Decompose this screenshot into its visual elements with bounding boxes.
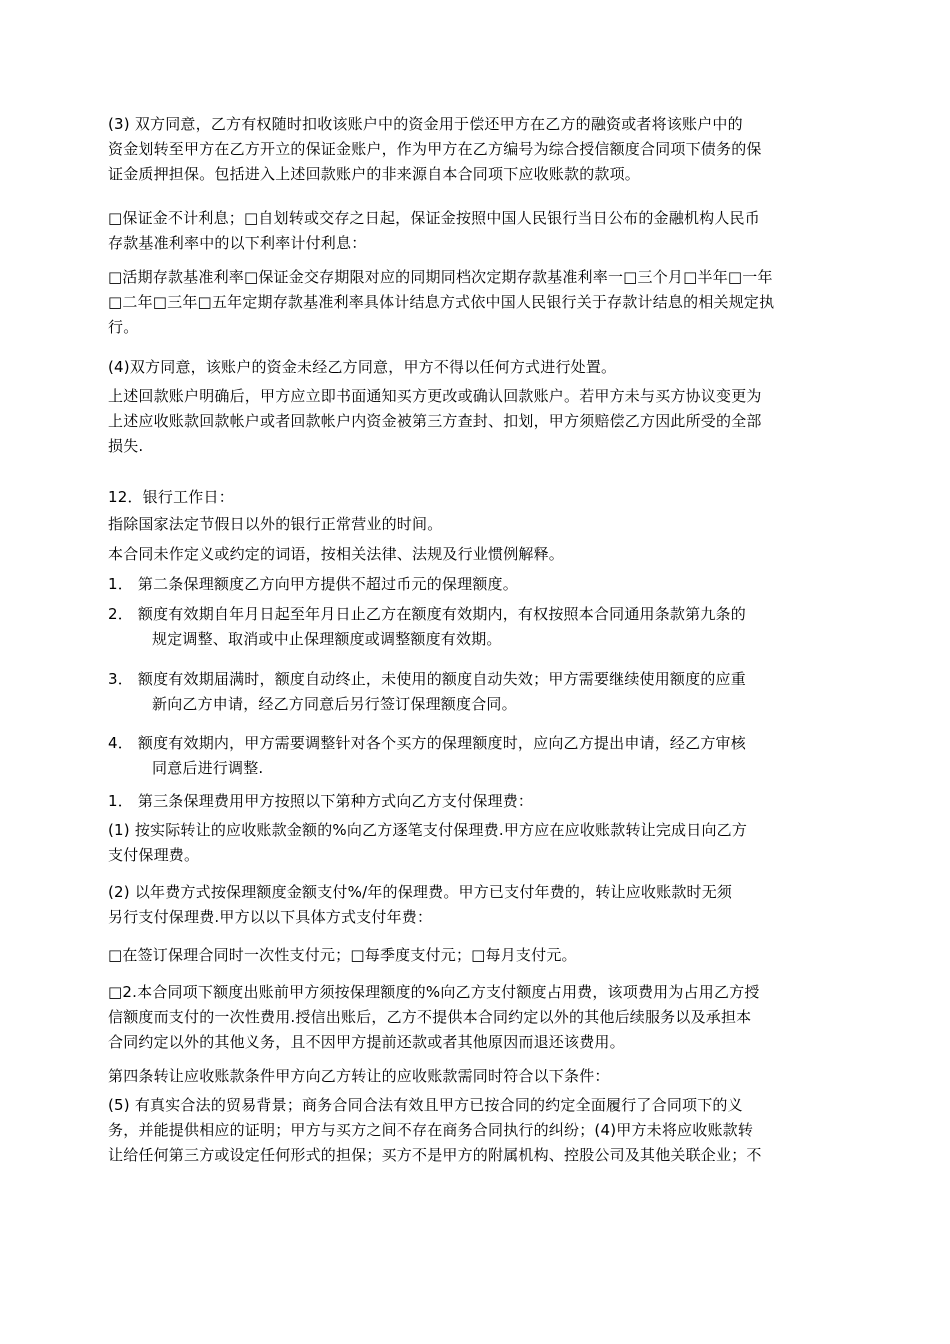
list-item-fee: [108, 789, 848, 814]
text-line: 行。: [108, 318, 139, 336]
list-item-4: [108, 731, 848, 781]
text-line: □二年□三年□五年定期存款基准利率具体计结息方式依中国人民银行关于存款计结息的相关规定执: [108, 293, 775, 311]
paragraph-interpretation: [108, 542, 848, 567]
heading-article-4: [108, 1064, 848, 1089]
paragraph-fee-option-2: [108, 880, 848, 930]
paragraph-clause-3: [108, 112, 848, 187]
paragraph-clause-4: [108, 355, 848, 380]
text-line: 信额度而支付的一次性费用.授信出账后，乙方不提供本合同约定以外的其他后续服务以及承担本: [108, 1008, 752, 1026]
paragraph-annual-fee-payment: [108, 943, 848, 968]
text-line: (1) 按实际转让的应收账款金额的%向乙方逐笔支付保理费.甲方应在应收账款转让完成日向乙方: [108, 821, 748, 839]
paragraph-notice-buyer: [108, 384, 848, 459]
text-line: 1． 第三条保理费用甲方按照以下第种方式向乙方支付保理费：: [108, 792, 534, 810]
text-line: 上述应收账款回款帐户或者回款帐户内资金被第三方查封、扣划，甲方须赔偿乙方因此所受的全部: [108, 412, 762, 430]
text-line: 12．银行工作日：: [108, 488, 234, 506]
text-line: 另行支付保理费.甲方以以下具体方式支付年费：: [108, 908, 433, 926]
text-line: 损失.: [108, 437, 144, 455]
list-item-1: [108, 572, 848, 597]
text-line: (4)双方同意，该账户的资金未经乙方同意，甲方不得以任何方式进行处置。: [108, 358, 617, 376]
list-item-2: [108, 602, 848, 652]
text-line: (2) 以年费方式按保理额度金额支付%/年的保理费。甲方已支付年费的，转让应收账款时无须: [108, 883, 733, 901]
text-line: □保证金不计利息；□自划转或交存之日起，保证金按照中国人民银行当日公布的金融机构人民币: [108, 209, 760, 227]
text-line: 上述回款账户明确后，甲方应立即书面通知买方更改或确认回款账户。若甲方未与买方协议变更为: [108, 387, 762, 405]
text-line: 存款基准利率中的以下利率计付利息：: [108, 234, 367, 252]
text-line: 规定调整、取消或中止保理额度或调整额度有效期。: [152, 630, 502, 648]
text-line: 指除国家法定节假日以外的银行正常营业的时间。: [108, 515, 443, 533]
text-line: □2.本合同项下额度出账前甲方须按保理额度的%向乙方支付额度占用费，该项费用为占用乙方授: [108, 983, 760, 1001]
text-line: 4． 额度有效期内，甲方需要调整针对各个买方的保理额度时，应向乙方提出申请，经乙方审核: [108, 734, 746, 752]
paragraph-interest-rate-options: [108, 265, 848, 340]
paragraph-working-day-definition: [108, 512, 848, 537]
text-line: 同意后进行调整.: [152, 759, 264, 777]
text-line: 资金划转至甲方在乙方开立的保证金账户，作为甲方在乙方编号为综合授信额度合同项下债务的保: [108, 140, 762, 158]
paragraph-occupancy-fee: [108, 980, 848, 1055]
text-line: 合同约定以外的其他义务，且不因甲方提前还款或者其他原因而退还该费用。: [108, 1033, 625, 1051]
text-line: 证金质押担保。包括进入上述回款账户的非来源自本合同项下应收账款的款项。: [108, 165, 641, 183]
text-line: □在签订保理合同时一次性支付元；□每季度支付元；□每月支付元。: [108, 946, 577, 964]
paragraph-deposit-interest: [108, 206, 848, 256]
list-item-3: [108, 667, 848, 717]
text-line: 1． 第二条保理额度乙方向甲方提供不超过币元的保理额度。: [108, 575, 518, 593]
text-line: 支付保理费。: [108, 846, 200, 864]
text-line: 让给任何第三方或设定任何形式的担保；买方不是甲方的附属机构、控股公司及其他关联企业；不: [108, 1146, 762, 1164]
paragraph-fee-option-1: [108, 818, 848, 868]
text-line: 3． 额度有效期届满时，额度自动终止，未使用的额度自动失效；甲方需要继续使用额度的应重: [108, 670, 746, 688]
text-line: 第四条转让应收账款条件甲方向乙方转让的应收账款需同时符合以下条件：: [108, 1067, 610, 1085]
text-line: 2． 额度有效期自年月日起至年月日止乙方在额度有效期内，有权按照本合同通用条款第九条的: [108, 605, 746, 623]
text-line: (5) 有真实合法的贸易背景；商务合同合法有效且甲方已按合同的约定全面履行了合同项下的义: [108, 1096, 743, 1114]
text-line: □活期存款基准利率□保证金交存期限对应的同期同档次定期存款基准利率一□三个月□半年□一年: [108, 268, 773, 286]
paragraph-conditions: [108, 1093, 848, 1168]
text-line: 务，并能提供相应的证明；甲方与买方之间不存在商务合同执行的纠纷；(4)甲方未将应收账款转: [108, 1121, 754, 1139]
text-line: 本合同未作定义或约定的词语，按相关法律、法规及行业惯例解释。: [108, 545, 565, 563]
text-line: (3) 双方同意，乙方有权随时扣收该账户中的资金用于偿还甲方在乙方的融资或者将该账户中的: [108, 115, 743, 133]
heading-bank-working-day: [108, 485, 848, 510]
text-line: 新向乙方申请，经乙方同意后另行签订保理额度合同。: [152, 695, 517, 713]
